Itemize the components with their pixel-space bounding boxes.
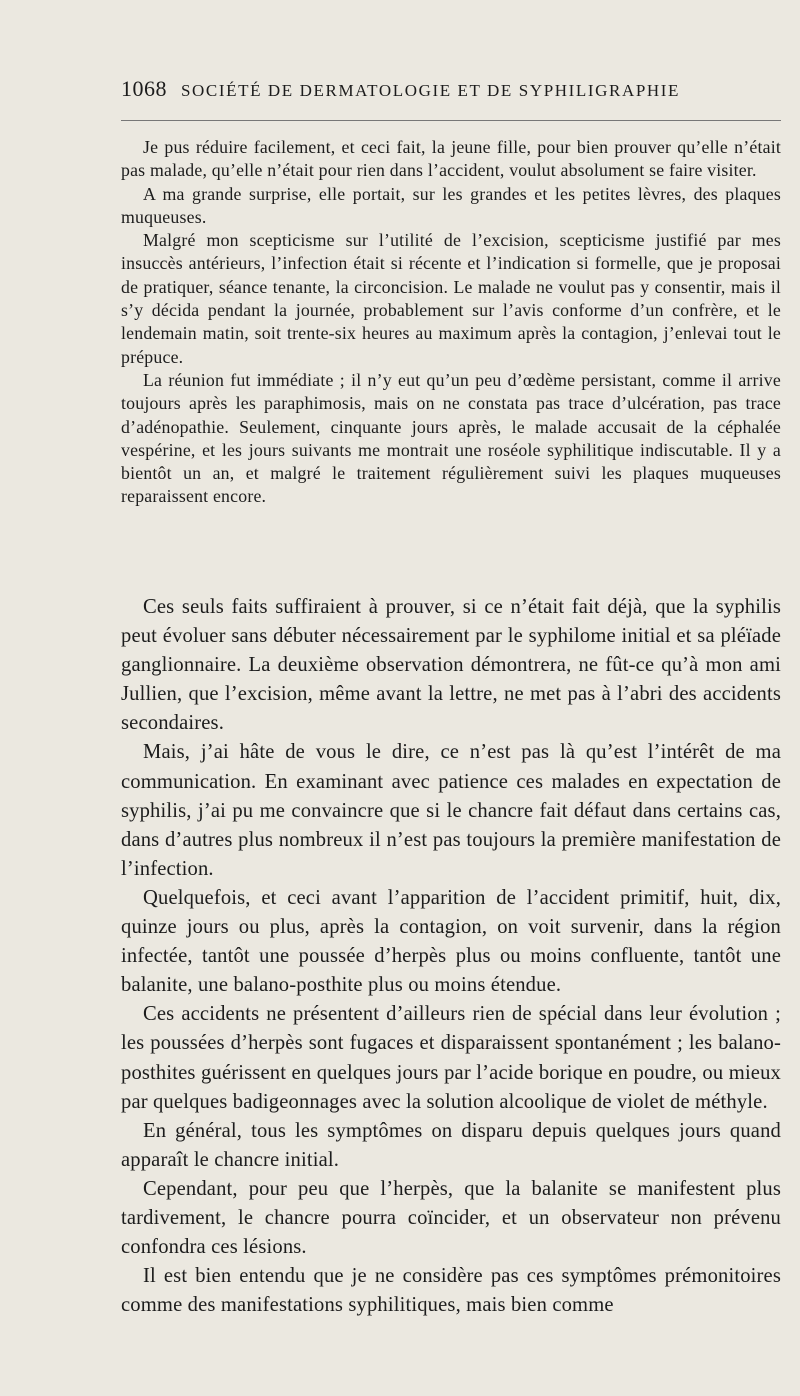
paragraph: Ces seuls faits suffiraient à prouver, si ce n’était fait déjà, que la syphilis peut évoluer sans débuter nécessairement par le syphilome initial et sa pléïade ganglionnaire. La deuxième observation démontrera, ne fût-ce qu’à mon ami Jullien, que l’excision, même avant la lettre, ne met pas à l’abri des accidents secondaires. [121,596,781,735]
main-text-section [121,593,781,1320]
paragraph: Cependant, pour peu que l’herpès, que la balanite se manifestent plus tardivement, le chancre pourra coïncider, et un observateur non prévenu confondra ces lésions. [121,1177,781,1259]
paragraph: Il est bien entendu que je ne considère pas ces symptômes prémonitoires comme des manifestations syphilitiques, mais bien comme [121,1265,781,1317]
running-title: SOCIÉTÉ DE DERMATOLOGIE ET DE SYPHILIGRAPHIE [181,81,681,100]
paragraph: Je pus réduire facilement, et ceci fait, la jeune fille, pour bien prouver qu’elle n’était pas malade, qu’elle n’était pour rien dans l’accident, voulut absolument se faire visiter. [121,137,781,181]
header-rule [121,120,781,121]
paragraph: Quelquefois, et ceci avant l’apparition de l’accident primitif, huit, dix, quinze jours ou plus, après la contagion, on voit survenir, dans la région infectée, tantôt une poussée d’herpès plus ou moins confluente, tantôt une balanite, une balano-posthite plus ou moins étendue. [121,886,781,997]
paragraph: En général, tous les symptômes on disparu depuis quelques jours quand apparaît le chancre initial. [121,1119,781,1171]
paragraph: Malgré mon scepticisme sur l’utilité de l’excision, scepticisme justifié par mes insuccès antérieurs, l’infection était si récente et l’indication si formelle, que je proposai de pratiquer, séance tenante, la circoncision. Le malade ne voulut pas y consentir, mais il s’y décida pendant la journée, probablement sur l’avis conforme d’un confrère, et le lendemain matin, soit trente-six heures au maximum après la contagion, j’enlevai tout le prépuce. [121,230,781,367]
page-number: 1068 [121,76,167,101]
page-header [121,76,781,102]
paragraph: A ma grande surprise, elle portait, sur les grandes et les petites lèvres, des plaques muqueuses. [121,183,781,227]
paragraph: La réunion fut immédiate ; il n’y eut qu’un peu d’œdème persistant, comme il arrive toujours après les paraphimosis, mais on ne constata pas trace d’ulcération, pas trace d’adénopathie. Seulement, cinquante jours après, le malade accusait de la céphalée vespérine, et les jours suivants me montrait une roséole syphilitique indiscutable. Il y a bientôt un an, et malgré le traitement régulièrement suivi les plaques muqueuses reparaissent encore. [121,369,781,507]
paragraph: Mais, j’ai hâte de vous le dire, ce n’est pas là qu’est l’intérêt de ma communication. En examinant avec patience ces malades en expectation de syphilis, j’ai pu me convaincre que si le chancre fait défaut dans certains cas, dans d’autres plus nombreux il n’est pas toujours la première manifestation de l’infection. [121,741,781,880]
paragraph: Ces accidents ne présentent d’ailleurs rien de spécial dans leur évolution ; les poussées d’herpès sont fugaces et disparaissent spontanément ; les balano-posthites guérissent en quelques jours par l’acide borique en poudre, ou mieux par quelques badigeonnages avec la solution alcoolique de violet de méthyle. [121,1003,781,1113]
small-print-section [121,136,781,509]
